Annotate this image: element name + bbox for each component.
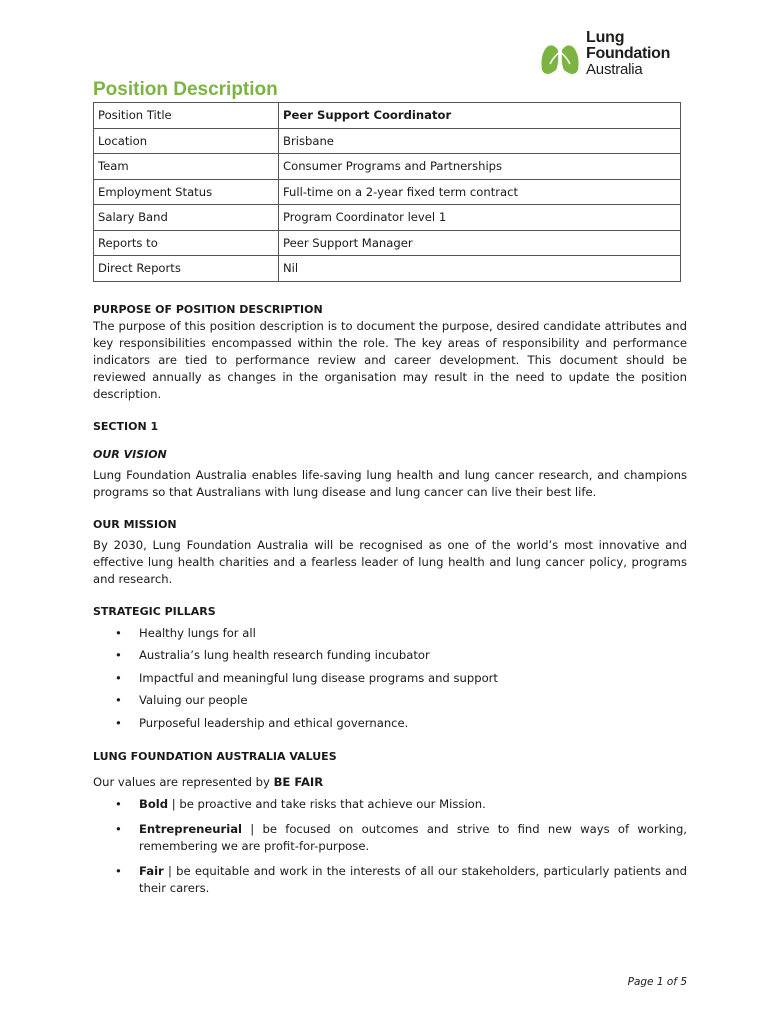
vision-heading: OUR VISION (93, 448, 167, 461)
list-item: • Valuing our people (93, 692, 687, 709)
table-row (94, 205, 681, 231)
value-text: | be proactive and take risks that achieve our Mission. (168, 796, 486, 811)
row-label: Employment Status (94, 179, 279, 205)
document-body (93, 301, 687, 905)
values-intro-text: Our values are represented by (93, 774, 274, 789)
list-item (93, 863, 687, 897)
mission-heading: OUR MISSION (93, 518, 177, 531)
logo-line-2: Foundation (586, 45, 671, 62)
row-value: Consumer Programs and Partnerships (279, 154, 681, 180)
pillars-heading: STRATEGIC PILLARS (93, 605, 216, 618)
purpose-heading: PURPOSE OF POSITION DESCRIPTION (93, 303, 323, 316)
lungs-icon (538, 32, 582, 78)
section-heading: SECTION 1 (93, 420, 159, 433)
table-row (94, 103, 681, 129)
row-value: Program Coordinator level 1 (279, 205, 681, 231)
list-item: • Healthy lungs for all (93, 625, 687, 642)
mission-text: By 2030, Lung Foundation Australia will be recognised as one of the world’s most innovative and effective lung health charities and a fearless leader of lung health and lung cancer policy, programs and research. (93, 538, 687, 586)
purpose-text: The purpose of this position description is to document the purpose, desired candidate attributes and key responsibilities encompassed within the role. The key areas of responsibility and performance indicators are tied to performance review and career development. This document should be reviewed annually as changes in the organisation may result in the need to update the position description. (93, 319, 687, 401)
value-term: Entrepreneurial (139, 821, 243, 836)
logo-line-3: Australia (586, 61, 643, 78)
values-intro-bold: BE FAIR (273, 774, 324, 789)
table-row (94, 256, 681, 282)
row-value: Nil (279, 256, 681, 282)
values-list (93, 796, 687, 897)
values-intro (93, 774, 687, 791)
pillars-list (93, 625, 687, 732)
lung-foundation-logo (538, 30, 698, 82)
logo-line-1: Lung (586, 29, 625, 46)
table-row (94, 154, 681, 180)
row-value: Peer Support Coordinator (279, 103, 681, 129)
list-item: • Australia’s lung health research funding incubator (93, 647, 687, 664)
page-title: Position Description (93, 79, 278, 100)
row-label: Location (94, 128, 279, 154)
values-heading: LUNG FOUNDATION AUSTRALIA VALUES (93, 749, 337, 763)
row-value: Full-time on a 2-year fixed term contract (279, 179, 681, 205)
value-text: | be equitable and work in the interests of all our stakeholders, particularly patients and their carers. (139, 863, 687, 895)
row-label: Direct Reports (94, 256, 279, 282)
vision-text: Lung Foundation Australia enables life-saving lung health and lung cancer research, and champions programs so that Australians with lung disease and lung cancer can live their best life. (93, 468, 687, 499)
row-label: Reports to (94, 230, 279, 256)
page-number: Page 1 of 5 (627, 976, 687, 988)
value-text: | be focused on outcomes and strive to find new ways of working, remembering we are profit-for-purpose. (139, 821, 687, 853)
list-item (93, 796, 687, 813)
value-term: Fair (139, 863, 164, 878)
row-value: Peer Support Manager (279, 230, 681, 256)
table-row (94, 128, 681, 154)
value-term: Bold (139, 796, 169, 811)
list-item (93, 821, 687, 855)
list-item: • Impactful and meaningful lung disease programs and support (93, 670, 687, 687)
row-label: Position Title (94, 103, 279, 129)
row-label: Salary Band (94, 205, 279, 231)
table-row (94, 179, 681, 205)
table-row (94, 230, 681, 256)
position-details-table (93, 102, 681, 282)
list-item: • Purposeful leadership and ethical governance. (93, 715, 687, 732)
row-value: Brisbane (279, 128, 681, 154)
row-label: Team (94, 154, 279, 180)
